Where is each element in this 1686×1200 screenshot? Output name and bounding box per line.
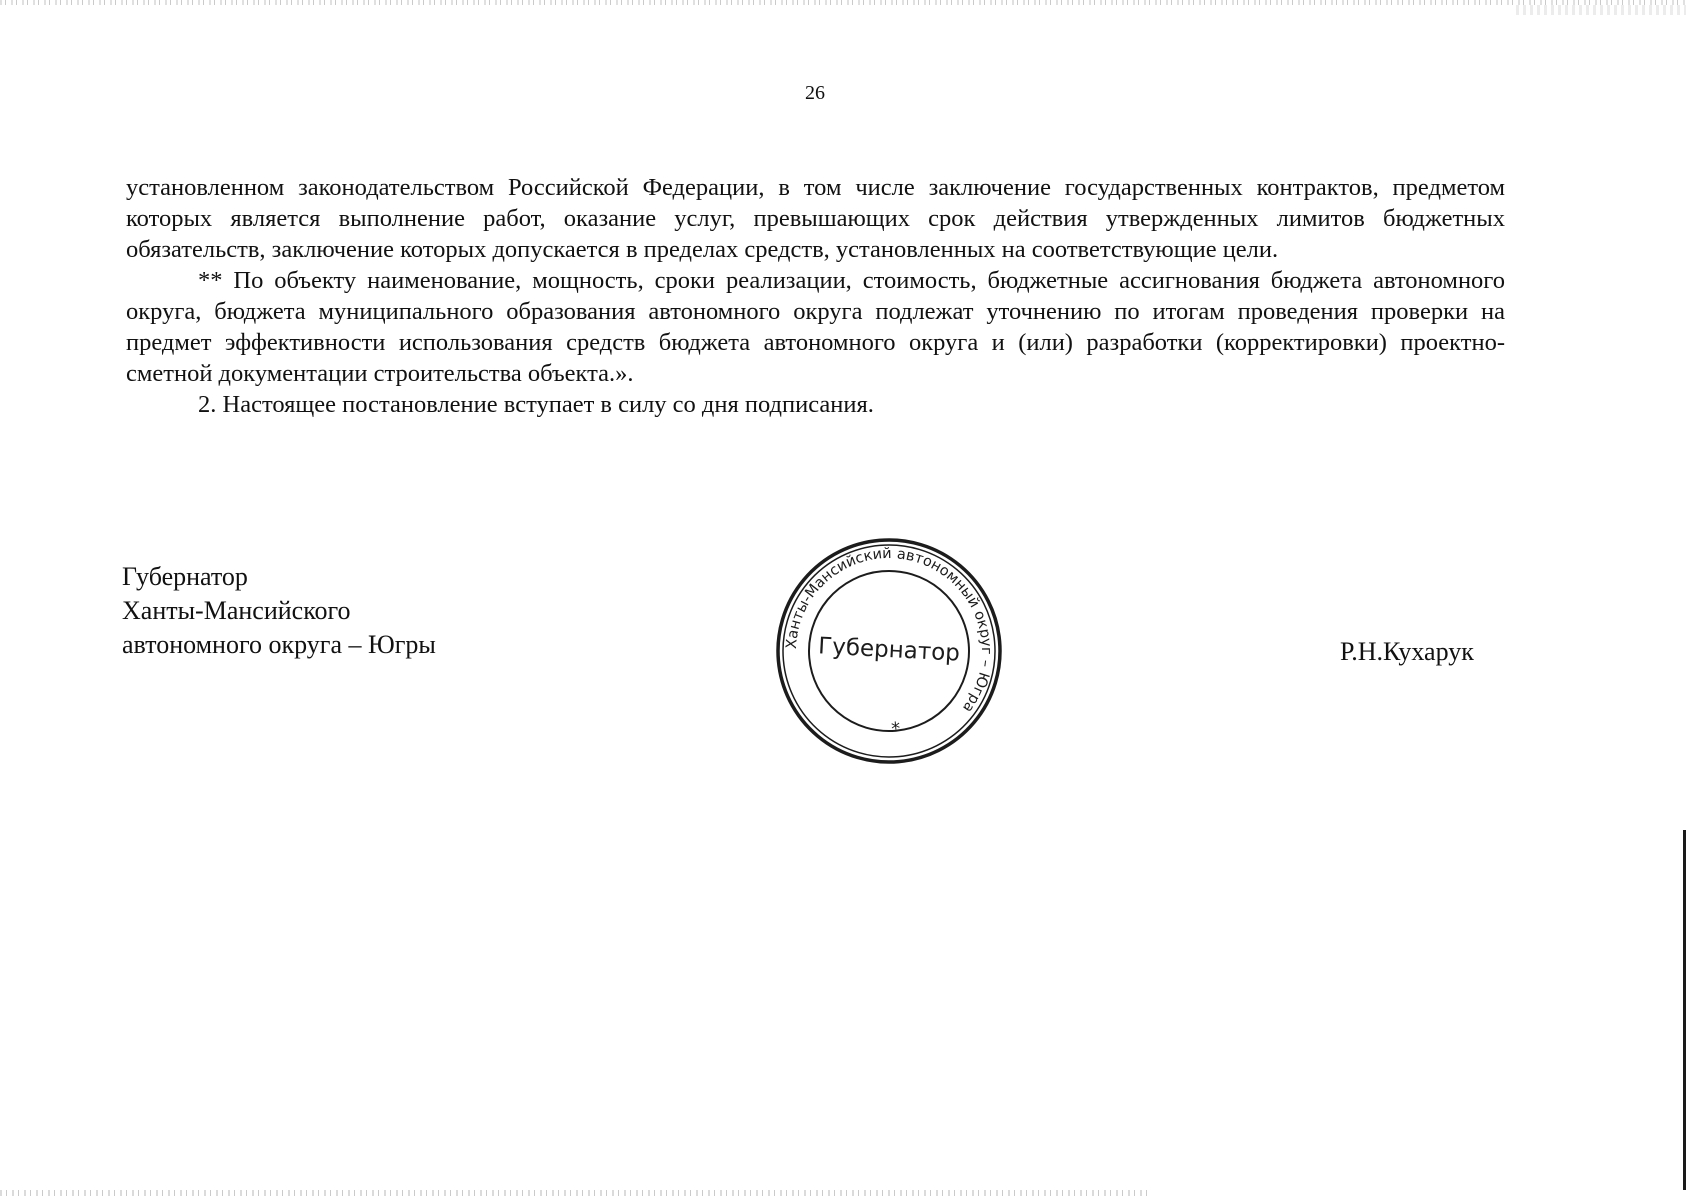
seal-ring-text-path: Ханты-Мансийский автономный округ – Югра — [783, 545, 995, 716]
signatory-title — [122, 560, 436, 662]
official-seal — [773, 535, 1005, 767]
paragraph-effective-date: 2. Настоящее постановление вступает в силу со дня подписания. — [198, 391, 874, 418]
seal-center-text: Губернатор — [817, 633, 961, 667]
seal-star: * — [890, 718, 902, 741]
paragraph-footnote: ** По объекту наименование, мощность, сроки реализации, стоимость, бюджетные ассигнования бюджета автономного округа, бюджета муниципального образования автономного округа подлежат уточнению по итогам проведения проверки на предмет эффективности использования средств бюджета автономного округа и (или) разработки (корректировки) проектно-сметной документации строительства объекта.». — [126, 267, 1505, 387]
signatory-name: Р.Н.Кухарук — [1340, 637, 1474, 666]
signatory-title-line-2: Ханты-Мансийского — [122, 596, 351, 625]
body-text — [126, 172, 1505, 420]
signatory-title-line-1: Губернатор — [122, 562, 248, 591]
scan-edge-top-right — [1516, 5, 1686, 15]
scan-edge-top — [0, 0, 1686, 5]
page-number: 26 — [805, 82, 825, 104]
paragraph-continuation: установленном законодательством Российской Федерации, в том числе заключение государственных контрактов, предметом которых является выполнение работ, оказание услуг, превышающих срок действия утвержденных лимитов бюджетных обязательств, заключение которых допускается в пределах средств, установленных на соответствующие цели. — [126, 174, 1505, 263]
signatory-title-line-3: автономного округа – Югры — [122, 630, 436, 659]
scan-edge-bottom — [0, 1190, 1150, 1196]
